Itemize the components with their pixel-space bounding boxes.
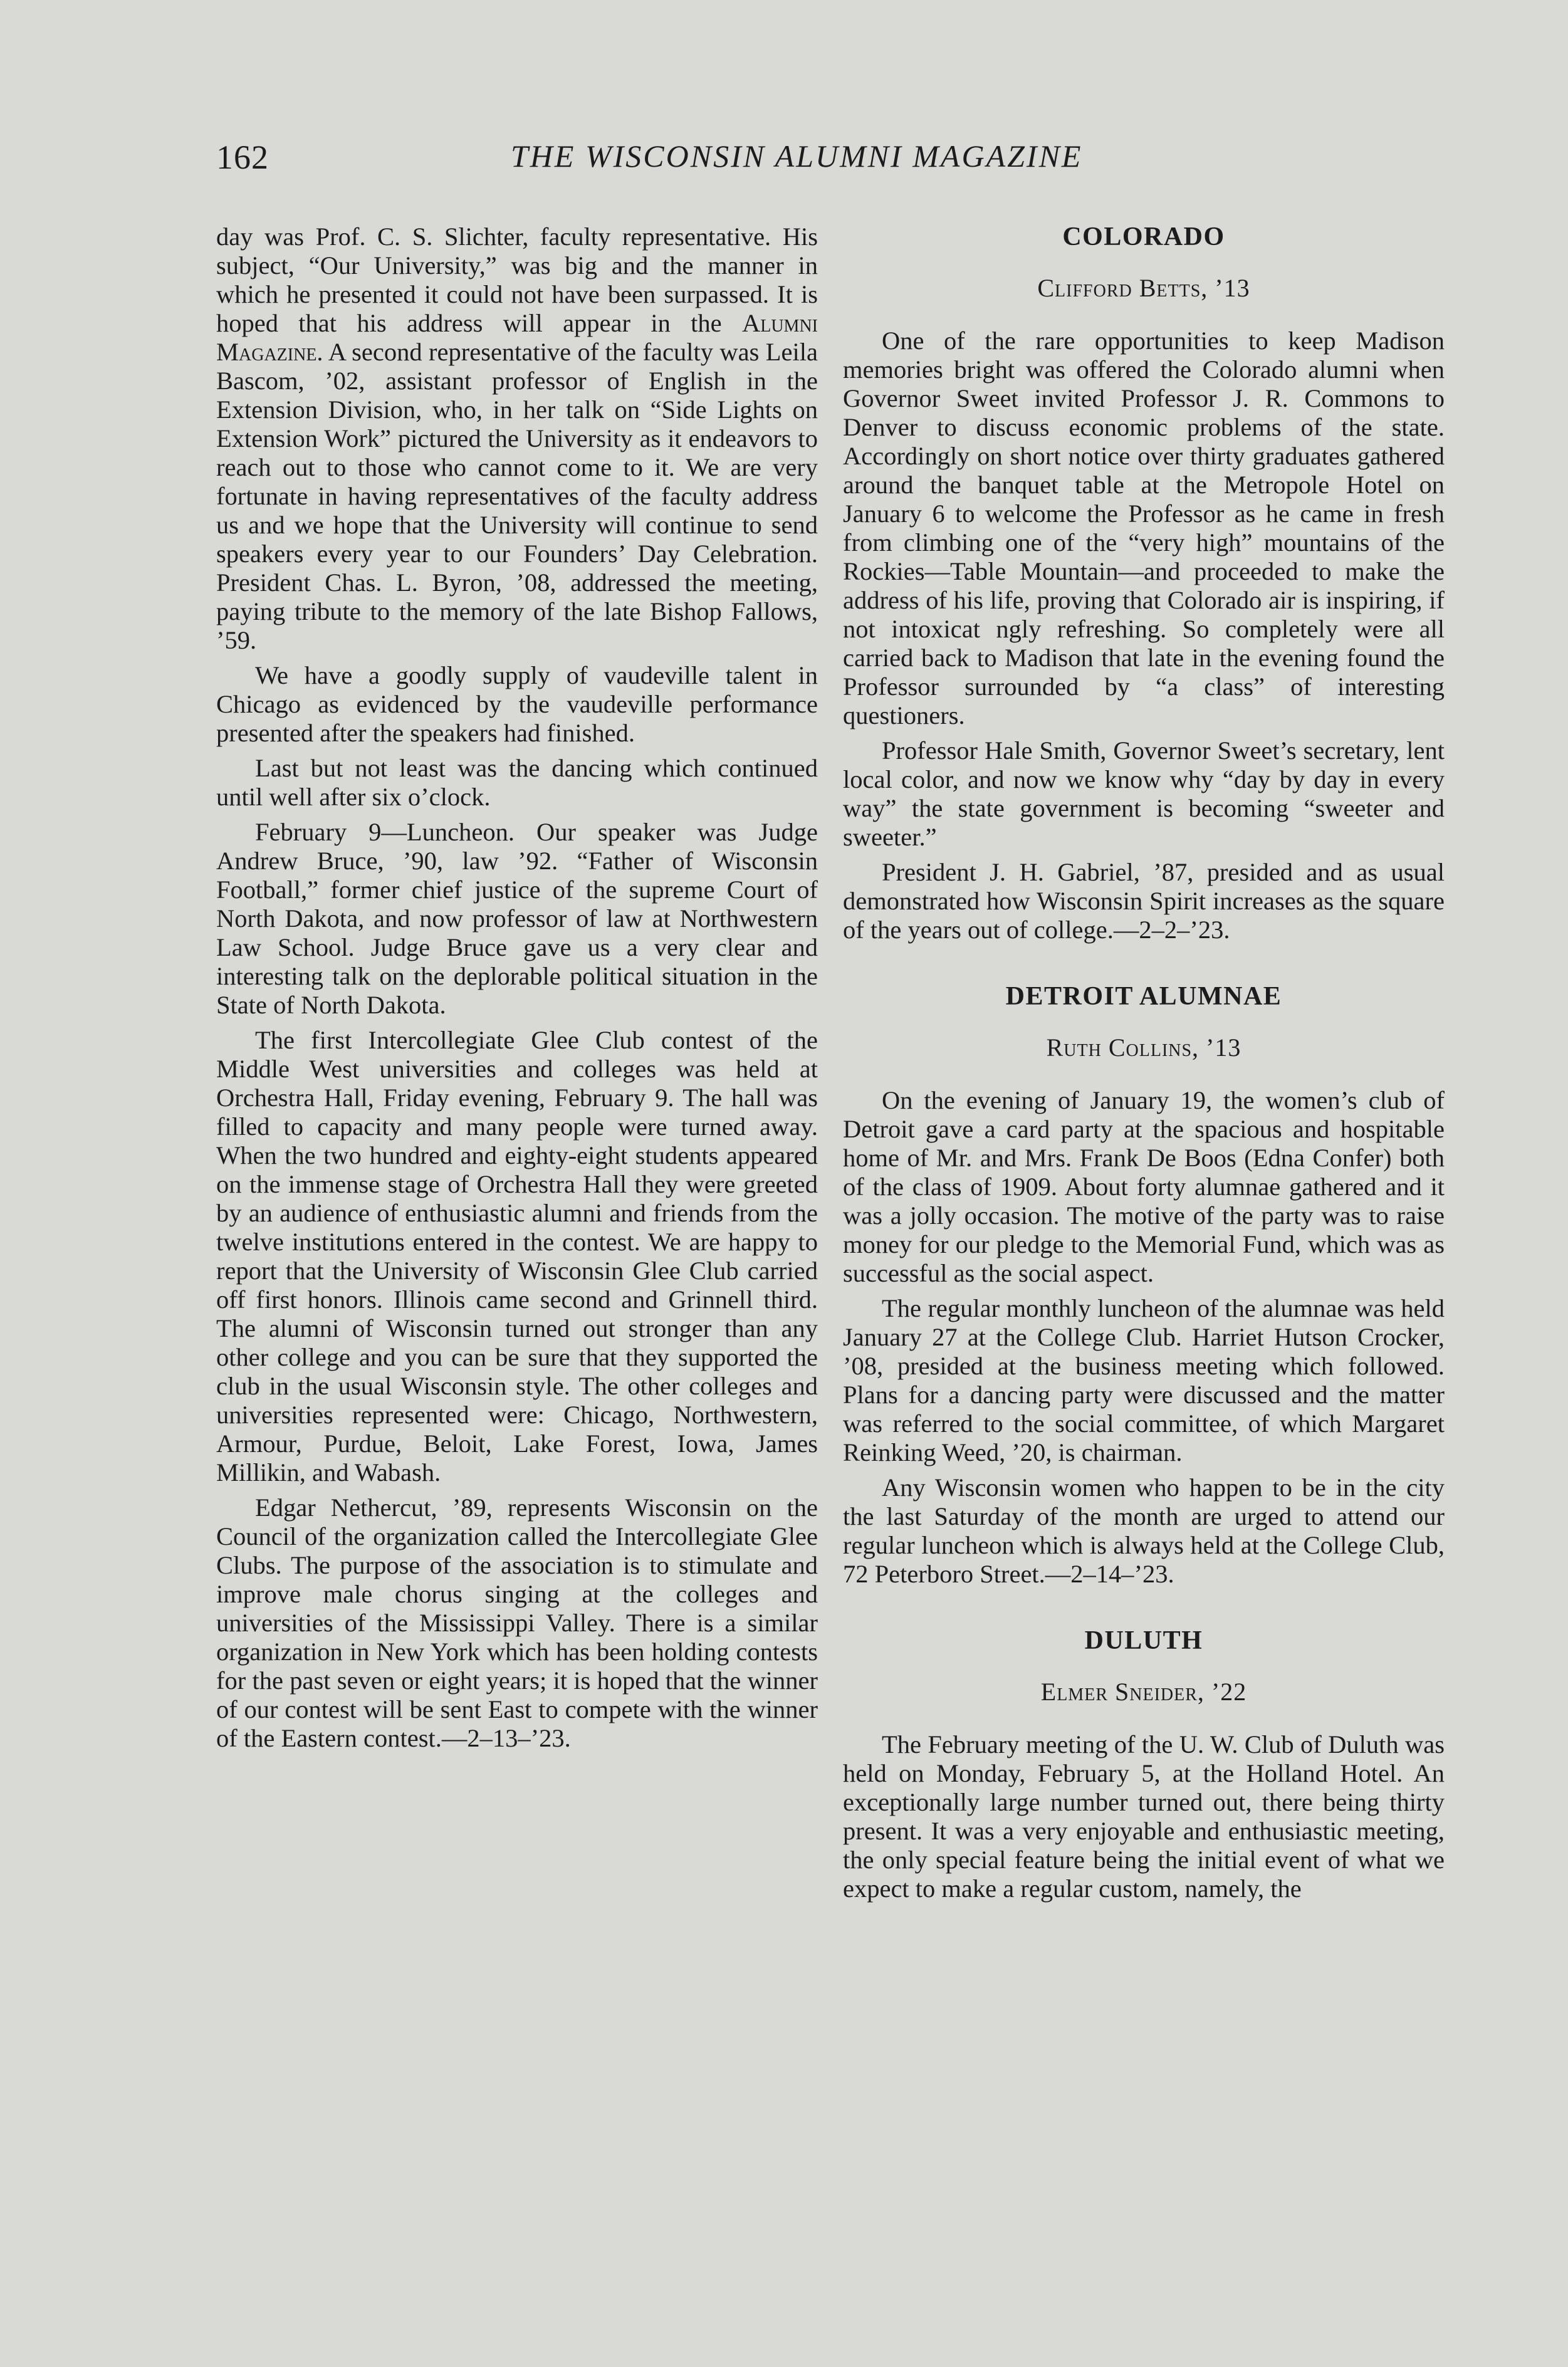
paragraph: One of the rare opportunities to keep Madison memories bright was offered the Colorado alumni when Governor Sweet invited Professor J. R. Commons to Denver to discuss economic problems of the state. Accordingly on short notice over thirty graduates gathered around the banquet table at the Metropole Hotel on January 6 to welcome the Professor as he came in fresh from climbing one of the “very high” mountains of the Rockies—Table Mountain—and proceeded to make the address of his life, proving that Colorado air is inspiring, if not intoxicat ngly refreshing. So completely were all carried back to Madison that late in the evening found the Professor surrounded by “a class” of interesting questioners. <box>843 327 1445 729</box>
paragraph-text: A second representative of the faculty was Leila Bascom, ’02, assistant professor of English in the Extension Division, who, in her talk on “Side Lights on Extension Work” pictured the University as it endeavors to reach out to those who cannot come to it. We are very fortunate in having representatives of the faculty address us and we hope that the University will continue to send speakers every year to our Founders’ Day Celebration. President Chas. L. Byron, ’08, addressed the meeting, paying tribute to the memory of the late Bishop Fallows, ’59. <box>216 338 818 654</box>
paragraph: Last but not least was the dancing which continued until well after six o’clock. <box>216 754 818 811</box>
section-heading-detroit: DETROIT ALUMNAE <box>1005 982 1282 1011</box>
paragraph: The regular monthly luncheon of the alumnae was held January 27 at the College Club. Harriet Hutson Crocker, ’08, presided at the business meeting which followed. Plans for a dancing party were discussed and the matter was referred to the social committee, of which Margaret Reinking Weed, ’20, is chairman. <box>843 1294 1445 1466</box>
paragraph: We have a goodly supply of vaudeville talent in Chicago as evidenced by the vaudeville performance presented after the speakers had finished. <box>216 661 818 747</box>
paragraph: Edgar Nethercut, ’89, represents Wisconsin on the Council of the organization called the Intercollegiate Glee Clubs. The purpose of the association is to stimulate and improve male chorus singing at the colleges and universities of the Mississippi Valley. There is a similar organization in New York which has been holding contests for the past seven or eight years; it is hoped that the winner of our contest will be sent East to compete with the winner of the Eastern contest.—2–13–’23. <box>216 1493 818 1752</box>
paragraph: On the evening of January 19, the women’s club of Detroit gave a card party at the spacious and hospitable home of Mr. and Mrs. Frank De Boos (Edna Confer) both of the class of 1909. About forty alumnae gathered and it was a jolly occasion. The motive of the party was to raise money for our pledge to the Memorial Fund, which was as successful as the social aspect. <box>843 1086 1445 1287</box>
paragraph: February 9—Luncheon. Our speaker was Judge Andrew Bruce, ’90, law ’92. “Father of Wisconsin Football,” former chief justice of the supreme Court of North Dakota, and now professor of law at Northwestern Law School. Judge Bruce gave us a very clear and interesting talk on the deplorable political situation in the State of North Dakota. <box>216 818 818 1019</box>
running-header <box>216 138 1166 188</box>
magazine-title: THE WISCONSIN ALUMNI MAGAZINE <box>511 138 1083 174</box>
paragraph: Any Wisconsin women who happen to be in the city the last Saturday of the month are urged to attend our regular luncheon which is always held at the College Club, 72 Peterboro Street.—2–14–’23. <box>843 1473 1445 1588</box>
byline-duluth: Elmer Sneider, ’22 <box>1040 1678 1247 1706</box>
paragraph <box>216 222 818 655</box>
left-column <box>216 222 818 1759</box>
right-column <box>843 222 1445 1910</box>
magazine-name: Alumni Magazine. <box>216 309 818 366</box>
paragraph: President J. H. Gabriel, ’87, presided and as usual demonstrated how Wisconsin Spirit increases as the square of the years out of college.—2–2–’23. <box>843 858 1445 944</box>
paragraph: The February meeting of the U. W. Club of Duluth was held on Monday, February 5, at the Holland Hotel. An exceptionally large number turned out, there being thirty present. It was a very enjoyable and enthusiastic meeting, the only special feature being the initial event of what we expect to make a regular custom, namely, the <box>843 1730 1445 1903</box>
byline-colorado: Clifford Betts, ’13 <box>1037 274 1250 302</box>
section-heading-colorado: COLORADO <box>1062 222 1225 251</box>
paragraph: Professor Hale Smith, Governor Sweet’s secretary, lent local color, and now we know why “day by day in every way” the state government is becoming “sweeter and sweeter.” <box>843 736 1445 851</box>
paragraph: The first Intercollegiate Glee Club contest of the Middle West universities and colleges was held at Orchestra Hall, Friday evening, February 9. The hall was filled to capacity and many people were turned away. When the two hundred and eighty-eight students appeared on the immense stage of Orchestra Hall they were greeted by an audience of enthusiastic alumni and friends from the twelve institutions entered in the contest. We are happy to report that the University of Wisconsin Glee Club carried off first honors. Illinois came second and Grinnell third. The alumni of Wisconsin turned out stronger than any other college and you can be sure that they supported the club in the usual Wisconsin style. The other colleges and universities represented were: Chicago, Northwestern, Armour, Purdue, Beloit, Lake Forest, Iowa, James Millikin, and Wabash. <box>216 1026 818 1487</box>
section-heading-duluth: DULUTH <box>1084 1626 1203 1655</box>
byline-detroit: Ruth Collins, ’13 <box>1046 1033 1241 1062</box>
paragraph-text: day was Prof. C. S. Slichter, faculty representative. His subject, “Our University,” was big and the manner in which he presented it could not have been surpassed. It is hoped that his address will appear in the <box>216 222 818 337</box>
page-number: 162 <box>216 138 269 176</box>
